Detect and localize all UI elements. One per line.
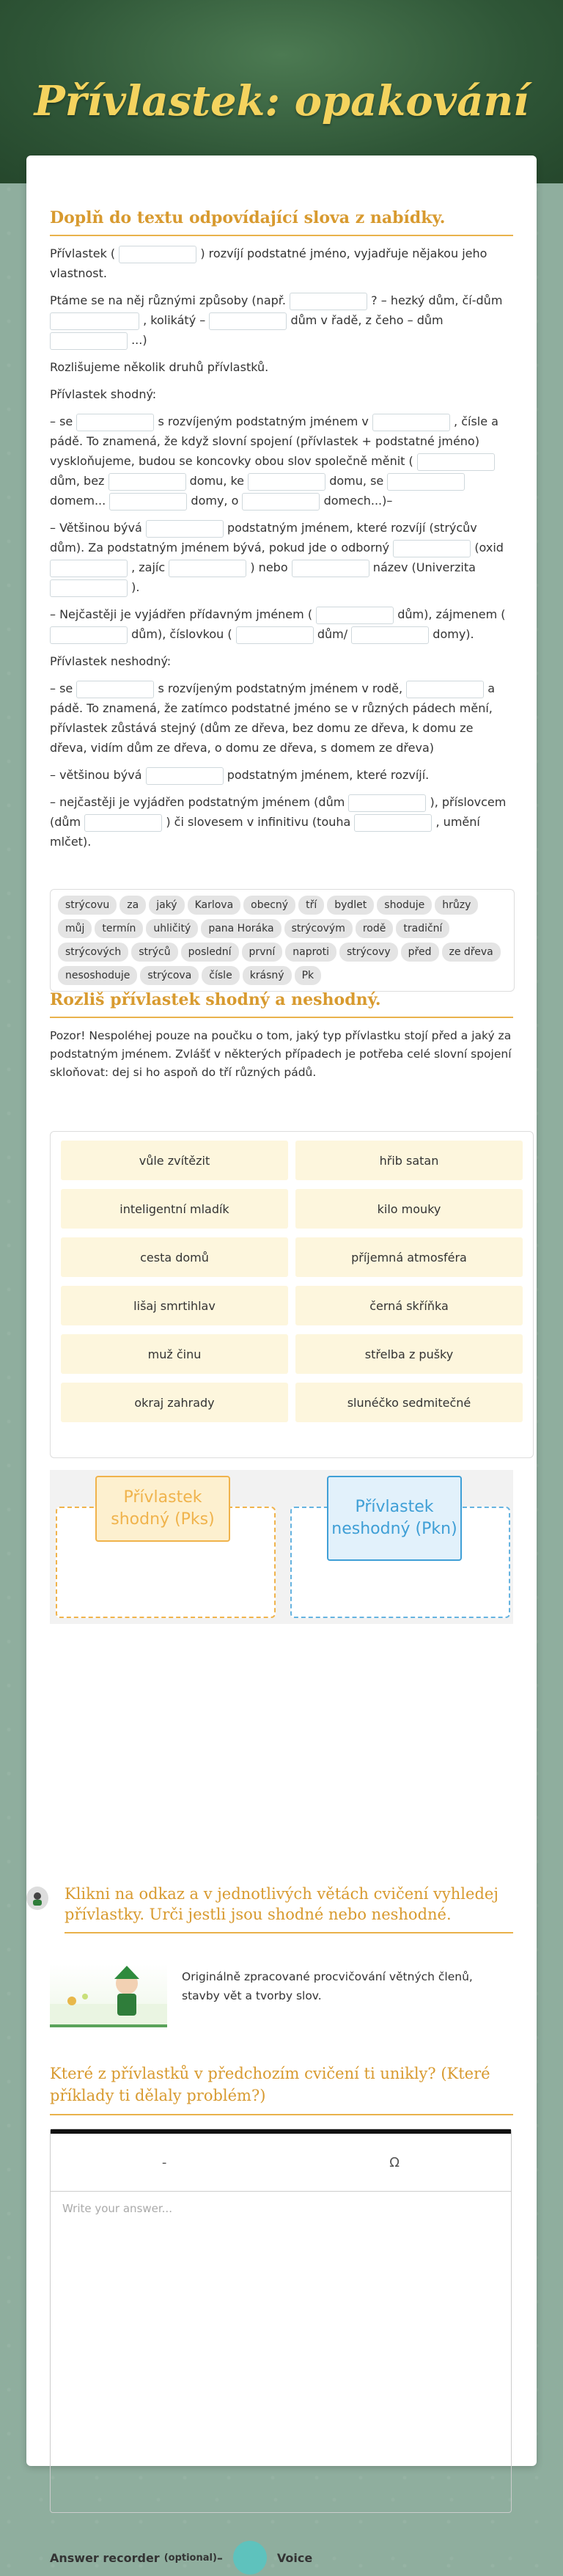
- word-chip[interactable]: shoduje: [377, 896, 432, 915]
- word-chip[interactable]: strýcovy: [339, 943, 398, 962]
- text: s rozvíjeným podstatným jménem v: [158, 414, 369, 428]
- answer-blank[interactable]: [387, 473, 465, 491]
- drop-area: [50, 1470, 513, 1624]
- word-chip[interactable]: čísle: [202, 966, 239, 985]
- text: ) nebo: [250, 560, 288, 574]
- text: dům), zájmenem (: [397, 607, 506, 621]
- word-chip[interactable]: můj: [58, 919, 92, 938]
- word-chip[interactable]: ze dřeva: [442, 943, 501, 962]
- word-chip[interactable]: strýcovu: [58, 896, 117, 915]
- word-chip[interactable]: poslední: [181, 943, 239, 962]
- word-chip[interactable]: nesoshoduje: [58, 966, 137, 985]
- text: , čísle a pádě. To znamená, že když slovní spojení (přívlastek + podstatné jméno) vyskloňujeme, budou se koncovky obou slov společně měnit (: [50, 414, 498, 468]
- answer-recorder: [50, 2539, 513, 2576]
- recorder-optional: (optional): [163, 2552, 217, 2564]
- text: ).: [131, 580, 140, 594]
- answer-blank[interactable]: [146, 767, 224, 785]
- word-chip[interactable]: strýcovým: [284, 919, 353, 938]
- answer-blank[interactable]: [248, 473, 325, 491]
- answer-blank[interactable]: [169, 560, 246, 577]
- editor-toolbar: [51, 2129, 511, 2192]
- answer-blank[interactable]: [108, 473, 186, 491]
- text: (oxid: [474, 541, 504, 555]
- text: domech...)–: [323, 494, 393, 508]
- text: ...): [131, 333, 147, 347]
- word-chip[interactable]: obecný: [243, 896, 295, 915]
- text: Přívlastek (: [50, 246, 116, 260]
- section-heading: Rozliš přívlastek shodný a neshodný.: [50, 990, 513, 1018]
- answer-blank[interactable]: [372, 414, 450, 431]
- answer-blank[interactable]: [316, 607, 394, 624]
- answer-blank[interactable]: [236, 626, 314, 644]
- answer-blank[interactable]: [292, 560, 369, 577]
- word-chip[interactable]: naproti: [285, 943, 336, 962]
- recorder-label: Answer recorder: [50, 2550, 160, 2565]
- text: název (Univerzita: [372, 560, 476, 574]
- draggable-phrase[interactable]: lišaj smrtihlav: [61, 1286, 288, 1325]
- word-chip[interactable]: bydlet: [327, 896, 374, 915]
- answer-blank[interactable]: [354, 814, 432, 832]
- section-heading: Doplň do textu odpovídající slova z nabídky.: [50, 208, 513, 236]
- word-chip[interactable]: strýců: [131, 943, 177, 962]
- text: dům, bez: [50, 474, 105, 488]
- draggable-phrase[interactable]: inteligentní mladík: [61, 1189, 288, 1229]
- answer-blank[interactable]: [406, 681, 484, 698]
- drag-items-grid: [50, 1131, 534, 1458]
- text: ) či slovesem v infinitivu (touha: [166, 815, 351, 829]
- text: – se: [50, 414, 73, 428]
- toolbar-button-omega[interactable]: Ω: [389, 2154, 400, 2170]
- text: , kolikátý –: [143, 313, 206, 327]
- link-description[interactable]: Originálně zpracované procvičování větných členů, stavby vět a tvorby slov.: [182, 1970, 473, 2002]
- word-chip[interactable]: Pk: [295, 966, 322, 985]
- answer-blank[interactable]: [50, 332, 128, 350]
- text: Ptáme se na něj různými způsoby (např.: [50, 293, 286, 307]
- voice-label: Voice: [276, 2550, 313, 2565]
- text: – Nejčastěji je vyjádřen přídavným jménem (: [50, 607, 313, 621]
- text: podstatným jménem, které rozvíjí.: [227, 768, 430, 782]
- answer-blank[interactable]: [84, 814, 162, 832]
- draggable-phrase[interactable]: cesta domů: [61, 1237, 288, 1277]
- word-chip[interactable]: tradiční: [396, 919, 449, 938]
- answer-blank[interactable]: [76, 681, 154, 698]
- answer-blank[interactable]: [50, 560, 128, 577]
- word-chip[interactable]: uhličitý: [146, 919, 198, 938]
- text: – Většinou bývá: [50, 521, 142, 535]
- answer-textarea[interactable]: Write your answer...: [62, 2202, 172, 2215]
- text: , zajíc: [131, 560, 166, 574]
- answer-blank[interactable]: [146, 520, 224, 538]
- text: domy).: [433, 627, 474, 641]
- fill-in-text: [50, 244, 513, 852]
- zone-label-shodny: Přívlastek shodný (Pks): [95, 1476, 230, 1542]
- word-chip[interactable]: tří: [298, 896, 324, 915]
- word-chip[interactable]: rodě: [356, 919, 394, 938]
- answer-blank[interactable]: [76, 414, 154, 431]
- text: ) rozvíjí podstatné jméno, vyjadřuje nějakou jeho vlastnost.: [50, 246, 487, 280]
- answer-blank[interactable]: [50, 312, 139, 330]
- word-chip[interactable]: jaký: [149, 896, 184, 915]
- text: domy, o: [191, 494, 239, 508]
- worksheet-card: [26, 155, 537, 2565]
- section-fill-in: [50, 208, 513, 859]
- answer-blank[interactable]: [417, 453, 495, 471]
- section-reflection: [50, 2063, 513, 2115]
- text: a pádě. To znamená, že zatímco podstatné jméno se v různých pádech mění, přívlastek zůstává stejný (dům ze dřeva, bez domu ze dřeva, k domu ze dřeva, vidím dům ze dřeva, o domu ze dřeva, s domem ze dřeva): [50, 681, 496, 755]
- draggable-phrase[interactable]: hřib satan: [295, 1141, 523, 1180]
- word-chip[interactable]: pana Horáka: [201, 919, 281, 938]
- answer-blank[interactable]: [50, 626, 128, 644]
- instructions: Pozor! Nespoléhej pouze na poučku o tom, jaký typ přívlastku stojí před a jaký za podstatným jménem. Zvlášť v některých případech je potřeba celé slovní spojení skloňovat: dej si ho aspoň do tří různých pádů.: [50, 1029, 512, 1079]
- text: – nejčastěji je vyjádřen podstatným jménem (dům: [50, 795, 345, 809]
- answer-blank[interactable]: [50, 579, 128, 597]
- text: domem...: [50, 494, 106, 508]
- link-thumbnail[interactable]: [50, 1964, 167, 2027]
- answer-blank[interactable]: [351, 626, 429, 644]
- word-chip[interactable]: termín: [95, 919, 143, 938]
- draggable-phrase[interactable]: muž činu: [61, 1334, 288, 1374]
- answer-blank[interactable]: [242, 493, 320, 511]
- record-button[interactable]: [233, 2541, 267, 2575]
- draggable-phrase[interactable]: slunéčko sedmitečné: [295, 1383, 523, 1422]
- draggable-phrase[interactable]: černá skříňka: [295, 1286, 523, 1325]
- text: , umění mlčet).: [50, 815, 480, 849]
- answer-blank[interactable]: [393, 540, 471, 557]
- draggable-phrase[interactable]: střelba z pušky: [295, 1334, 523, 1374]
- zone-label-neshodny: Přívlastek neshodný (Pkn): [327, 1476, 462, 1561]
- word-chip[interactable]: před: [401, 943, 439, 962]
- person-icon: [26, 1887, 48, 1910]
- word-chip[interactable]: strýcova: [140, 966, 199, 985]
- answer-blank[interactable]: [209, 312, 287, 330]
- word-chip[interactable]: strýcových: [58, 943, 128, 962]
- word-chip[interactable]: krásný: [243, 966, 292, 985]
- text: – většinou bývá: [50, 768, 142, 782]
- text: s rozvíjeným podstatným jménem v rodě,: [158, 681, 403, 695]
- section-heading: Klikni na odkaz a v jednotlivých větách cvičení vyhledej přívlastky. Urči jestli jsou shodné nebo neshodné.: [65, 1884, 513, 1933]
- text: Rozlišujeme několik druhů přívlastků.: [50, 360, 269, 374]
- word-chip[interactable]: Karlova: [188, 896, 241, 915]
- toolbar-button-dash[interactable]: -: [161, 2154, 167, 2170]
- text: dům v řadě, z čeho – dům: [290, 313, 444, 327]
- word-chip[interactable]: první: [242, 943, 283, 962]
- word-chip[interactable]: za: [119, 896, 146, 915]
- section-heading: Které z přívlastků v předchozím cvičení ti unikly? (Které příklady ti dělaly problém?): [50, 2063, 513, 2115]
- text: podstatným jménem, které rozvíjí (strýcův dům). Za podstatným jménem bývá, pokud jde o odborný: [50, 521, 477, 555]
- draggable-phrase[interactable]: kilo mouky: [295, 1189, 523, 1229]
- word-bank: [50, 889, 515, 992]
- text: dům/: [317, 627, 348, 641]
- text: domu, ke: [189, 474, 245, 488]
- section-classify: [50, 990, 513, 1082]
- word-chip[interactable]: hrůzy: [435, 896, 478, 915]
- text: – se: [50, 681, 73, 695]
- recorder-dash: –: [216, 2550, 223, 2565]
- text: domu, se: [329, 474, 384, 488]
- answer-blank[interactable]: [119, 246, 196, 263]
- text: ), příslovcem (dům: [50, 795, 507, 829]
- draggable-phrase[interactable]: okraj zahrady: [61, 1383, 288, 1422]
- answer-blank[interactable]: [109, 493, 187, 511]
- page-title: Přívlastek: opakování: [34, 77, 529, 125]
- text: Přívlastek neshodný:: [50, 654, 172, 668]
- answer-editor: [50, 2129, 512, 2513]
- text: Přívlastek shodný:: [50, 387, 157, 401]
- text: ? – hezký dům, čí-dům: [371, 293, 503, 307]
- draggable-phrase[interactable]: vůle zvítězit: [61, 1141, 288, 1180]
- draggable-phrase[interactable]: příjemná atmosféra: [295, 1237, 523, 1277]
- text: dům), číslovkou (: [131, 627, 232, 641]
- answer-blank[interactable]: [290, 293, 367, 310]
- section-link: [65, 1884, 513, 1933]
- answer-blank[interactable]: [348, 794, 426, 812]
